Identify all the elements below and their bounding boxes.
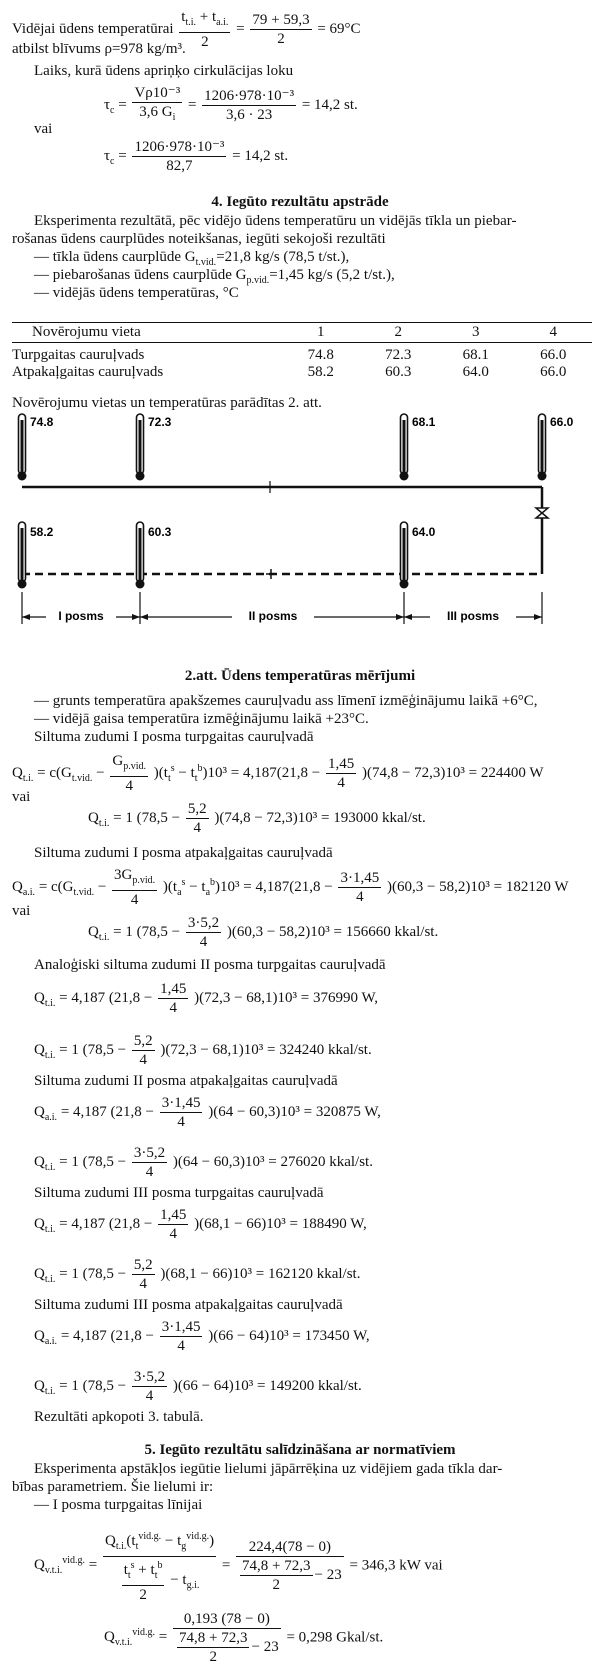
- equation-2: $Q_{t.i.} = 1$ (78,5 − $\frac{5,2}{4}$ )(74,8 − 72,3)10³ = 193000 kkal/st.: [88, 801, 426, 836]
- table-note: Novērojumu vietas un temperatūras parādītas 2. att.: [12, 395, 322, 411]
- section-4-b2: — piebarošanas ūdens caurplūde $G_{p.vid.}=1,45$ kg/s (5,2 t/st.),: [34, 267, 395, 286]
- thermometer-icon: [18, 414, 27, 481]
- formula-q-year-2: $Q_{v.t.i.}^{vid.g.}$ = 0,193 (78 − 0) $\frac{74,8 + 72,3}{2}$ − 23 = 0,298 Gkal/st.: [104, 1611, 384, 1665]
- density-line: atbilst blīvums ρ=978 kg/m³.: [12, 41, 186, 57]
- section-4-heading: 4. Iegūto rezultātu apstrāde: [211, 194, 389, 210]
- vai-2: vai: [12, 789, 31, 805]
- temp-label: 64.0: [412, 525, 436, 539]
- segment-label: II posms: [248, 609, 298, 623]
- table-header-row: Novērojumu vieta 1 2 3 4: [12, 323, 592, 343]
- equation-5: $Q_{t.i.} = 4,187$ (21,8 − $\frac{1,45}{4}$ )(72,3 − 68,1)10³ = 376990 W,: [34, 981, 378, 1016]
- section-5-heading: 5. Iegūto rezultātu salīdzināšana ar normatīviem: [144, 1442, 456, 1458]
- equation-11: $Q_{a.i.} = 4,187$ (21,8 − $\frac{3\cdot 1,45}{4}$ )(66 − 64)10³ = 173450 W,: [34, 1319, 370, 1354]
- avg-temp-fraction-symbolic: $\frac{t_{t.i.} + t_{a.i.}}{2}$: [181, 9, 229, 50]
- section-4-b1: — tīkla ūdens caurplūde $G_{t.vid.}=21,8$ kg/s (78,5 t/st.),: [34, 249, 350, 268]
- thermometer-icon: [136, 414, 145, 481]
- formula-q-year-1: $Q_{v.t.i.}^{vid.g.}$ = $Q_{t.i.}(t_t^{vid.g.} - t_g^{vid.g.})$ $t_t^s + t_t^b$ 2 − $t_{g.i.}$ = 224,4(78 − 0) $\frac{74,8 + 72,3}{2}$ − 23 = 346,3 kW vai: [34, 1528, 443, 1604]
- avg-temp-line: Vidējai ūdens temperatūrai $\frac{t_{t.i.} + t_{a.i.}}{2}$ = $\frac{79 + 59,3}{2}$ = 69°C: [12, 9, 361, 50]
- equation-9: $Q_{t.i.} = 4,187$ (21,8 − $\frac{1,45}{4}$ )(68,1 − 66)10³ = 188490 W,: [34, 1207, 367, 1242]
- figure-caption: 2.att. Ūdens temperatūras mērījumi: [184, 668, 416, 684]
- results-summary: Rezultāti apkopoti 3. tabulā.: [34, 1409, 204, 1425]
- thermometer-icon: [538, 414, 547, 481]
- temp-label: 60.3: [148, 525, 172, 539]
- section-5-p1: Eksperimenta apstākļos iegūtie lielumi jāpārrēķina uz vidējiem gada tīkla dar-: [34, 1461, 503, 1477]
- calc-heading-1: Siltuma zudumi I posma turpgaitas cauruļvadā: [34, 729, 314, 745]
- segment-label: III posms: [446, 609, 500, 623]
- temp-label: 58.2: [30, 525, 54, 539]
- equation-8: $Q_{t.i.} = 1$ (78,5 − $\frac{3\cdot 5,2}{4}$ )(64 − 60,3)10³ = 276020 kkal/st.: [34, 1145, 373, 1180]
- table-row: Turpgaitas cauruļvads 74.8 72.3 68.1 66.0: [12, 347, 567, 363]
- section-5-b1: — I posma turpgaitas līnijai: [34, 1497, 203, 1513]
- section-4-b3: — vidējās ūdens temperatūras, °C: [34, 285, 239, 301]
- equation-10: $Q_{t.i.} = 1$ (78,5 − $\frac{5,2}{4}$ )(68,1 − 66)10³ = 162120 kkal/st.: [34, 1257, 361, 1292]
- calc-heading-6: Siltuma zudumi III posma atpakaļgaitas cauruļvadā: [34, 1297, 343, 1313]
- equation-12: $Q_{t.i.} = 1$ (78,5 − $\frac{3\cdot 5,2}{4}$ )(66 − 64)10³ = 149200 kkal/st.: [34, 1369, 362, 1404]
- thermometer-icon: [136, 522, 145, 589]
- calc-heading-5: Siltuma zudumi III posma turpgaitas cauruļvadā: [34, 1185, 324, 1201]
- calc-heading-4: Siltuma zudumi II posma atpakaļgaitas cauruļvadā: [34, 1073, 338, 1089]
- equation-4: $Q_{t.i.} = 1$ (78,5 − $\frac{3\cdot 5,2}{4}$ )(60,3 − 58,2)10³ = 156660 kkal/st.: [88, 915, 439, 950]
- valve-icon: [536, 508, 548, 518]
- temp-label: 72.3: [148, 415, 172, 429]
- segment-label: I posms: [58, 609, 104, 623]
- avg-temp-fraction: $\frac{79 + 59,3}{2}$: [252, 12, 310, 47]
- tau-formula-1: $\tau_c$ = $\frac{\text{Vρ10⁻³}}{3,6 G_i}$ = $\frac{\text{1206·978·10⁻³}}{3,6 \cdot 23}$ = 14,2 st.: [104, 85, 358, 123]
- observation-table: [12, 322, 592, 381]
- tau-formula-2: $\tau_c$ = $\frac{\text{1206·978·10⁻³}}{82,7}$ = 14,2 st.: [104, 139, 289, 174]
- temp-label: 68.1: [412, 415, 436, 429]
- equation-1: $Q_{t.i.} = c(G_{t.vid.}$ − $G_{p.vid.}$ 4 )$(t_t^s - t_t^b)10^3 = 4,187(21,8$ − $\frac{1,45}{4}$ )(74,8 − 72,3)10³ = 224400 W: [12, 753, 544, 794]
- section-4-p1: Eksperimenta rezultātā, pēc vidējo ūdens temperatūru un vidējās tīkla un piebar-: [34, 213, 517, 229]
- table-row: Atpakaļgaitas cauruļvads 58.2 60.3 64.0 66.0: [12, 364, 567, 380]
- section-5-p2: bības parametriem. Šie lielumi ir:: [12, 1479, 214, 1495]
- temperature-diagram: [0, 412, 600, 664]
- condition-2: — vidējā gaisa temperatūra izmēģinājumu laikā +23°C.: [34, 711, 369, 727]
- thermometer-icon: [400, 522, 409, 589]
- temp-label: 66.0: [550, 415, 574, 429]
- calc-heading-3: Analoģiski siltuma zudumi II posma turpgaitas cauruļvadā: [34, 957, 386, 973]
- section-4-p2: rošanas ūdens caurplūdes noteikšanas, iegūti sekojoši rezultāti: [12, 231, 386, 247]
- calc-heading-2: Siltuma zudumi I posma atpakaļgaitas cauruļvadā: [34, 845, 333, 861]
- equation-7: $Q_{a.i.} = 4,187$ (21,8 − $\frac{3\cdot 1,45}{4}$ )(64 − 60,3)10³ = 320875 W,: [34, 1095, 381, 1130]
- equation-3: $Q_{a.i.} = c(G_{t.vid.}$ − $3G_{p.vid.}$ 4 )$(t_a^s - t_a^b)10^3 = 4,187(21,8$ − $\frac{3\cdot 1,45}{4}$ )(60,3 − 58,2)10³ = 182120 W: [12, 867, 569, 908]
- vai-3: vai: [12, 903, 31, 919]
- equation-6: $Q_{t.i.} = 1$ (78,5 − $\frac{5,2}{4}$ )(72,3 − 68,1)10³ = 324240 kkal/st.: [34, 1033, 372, 1068]
- temp-label: 74.8: [30, 415, 54, 429]
- time-label: Laiks, kurā ūdens apriņķo cirkulācijas loku: [34, 63, 294, 79]
- condition-1: — grunts temperatūra apakšzemes cauruļvadu ass līmenī izmēģinājumu laikā +6°C,: [34, 693, 538, 709]
- vai-1: vai: [34, 121, 53, 137]
- thermometer-icon: [18, 522, 27, 589]
- thermometer-icon: [400, 414, 409, 481]
